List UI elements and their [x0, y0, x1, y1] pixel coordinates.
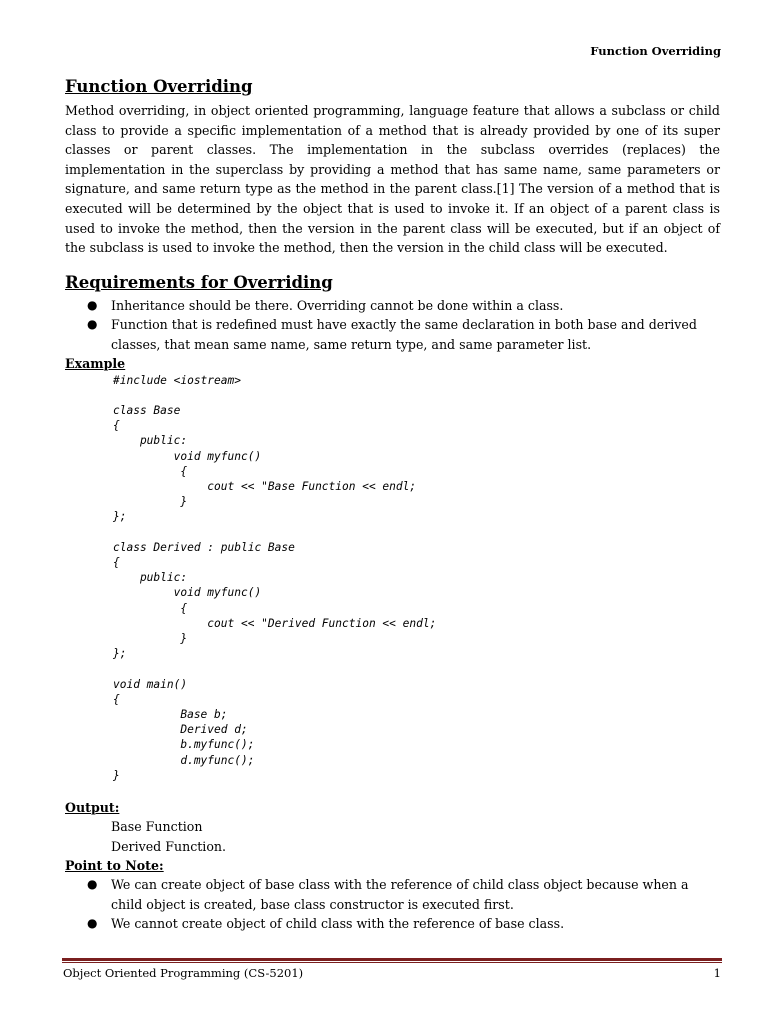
section-title-function-overriding: Function Overriding [65, 77, 253, 96]
notes-list [65, 875, 720, 934]
example-label: Example [65, 355, 126, 371]
running-header-title: Function Overriding [590, 44, 721, 58]
example-code-block: #include <iostream> class Base { public: void myfunc() { cout << "Base Function << endl; } }; class Derived : public Base { public: void myfunc() { cout << "Derived Function << endl; } }; void main() { Base b; Derived d; b.myfunc(); d.myfunc(); } [113, 373, 437, 782]
list-item [65, 315, 720, 354]
bullet-icon: ● [87, 877, 98, 892]
section-title-requirements: Requirements for Overriding [65, 272, 333, 292]
notes-label: Point to Note: [65, 858, 164, 874]
bullet-icon: ● [87, 317, 98, 332]
list-item-text: We cannot create object of child class with the reference of base class. [111, 916, 565, 932]
output-block [111, 817, 720, 857]
bullet-icon: ● [87, 297, 98, 312]
output-label: Output: [65, 800, 120, 816]
list-item-text: Inheritance should be there. Overriding cannot be done within a class. [111, 297, 564, 313]
requirements-list [65, 296, 720, 355]
footer-divider-thin [62, 962, 722, 963]
output-line: Base Function [111, 819, 203, 835]
output-line: Derived Function. [111, 839, 227, 855]
footer-page-number: 1 [713, 966, 721, 980]
bullet-icon: ● [87, 916, 98, 931]
list-item [65, 914, 720, 934]
list-item [65, 875, 720, 914]
list-item-text: Function that is redefined must have exactly the same declaration in both base and derived classes, that mean same name, same return type, and same parameter list. [111, 317, 697, 352]
page-content [65, 76, 720, 934]
footer-course-name: Object Oriented Programming (CS-5201) [63, 966, 304, 980]
footer-divider-thick [62, 958, 722, 961]
list-item [65, 296, 720, 316]
list-item-text: We can create object of base class with the reference of child class object because when a child object is created, base class constructor is executed first. [111, 877, 689, 912]
intro-paragraph: Method overriding, in object oriented programming, language feature that allows a subclass or child class to provide a specific implementation of a method that is already provided by one of its super classes or parent classes. The implementation in the subclass overrides (replaces) the implementation in the superclass by providing a method that has same name, same parameters or signature, and same return type as the method in the parent class.[1] The version of a method that is executed will be determined by the object that is used to invoke it. If an object of a parent class is used to invoke the method, then the version in the parent class will be executed, but if an object of the subclass is used to invoke the method, then the version in the child class will be executed. [65, 103, 720, 256]
